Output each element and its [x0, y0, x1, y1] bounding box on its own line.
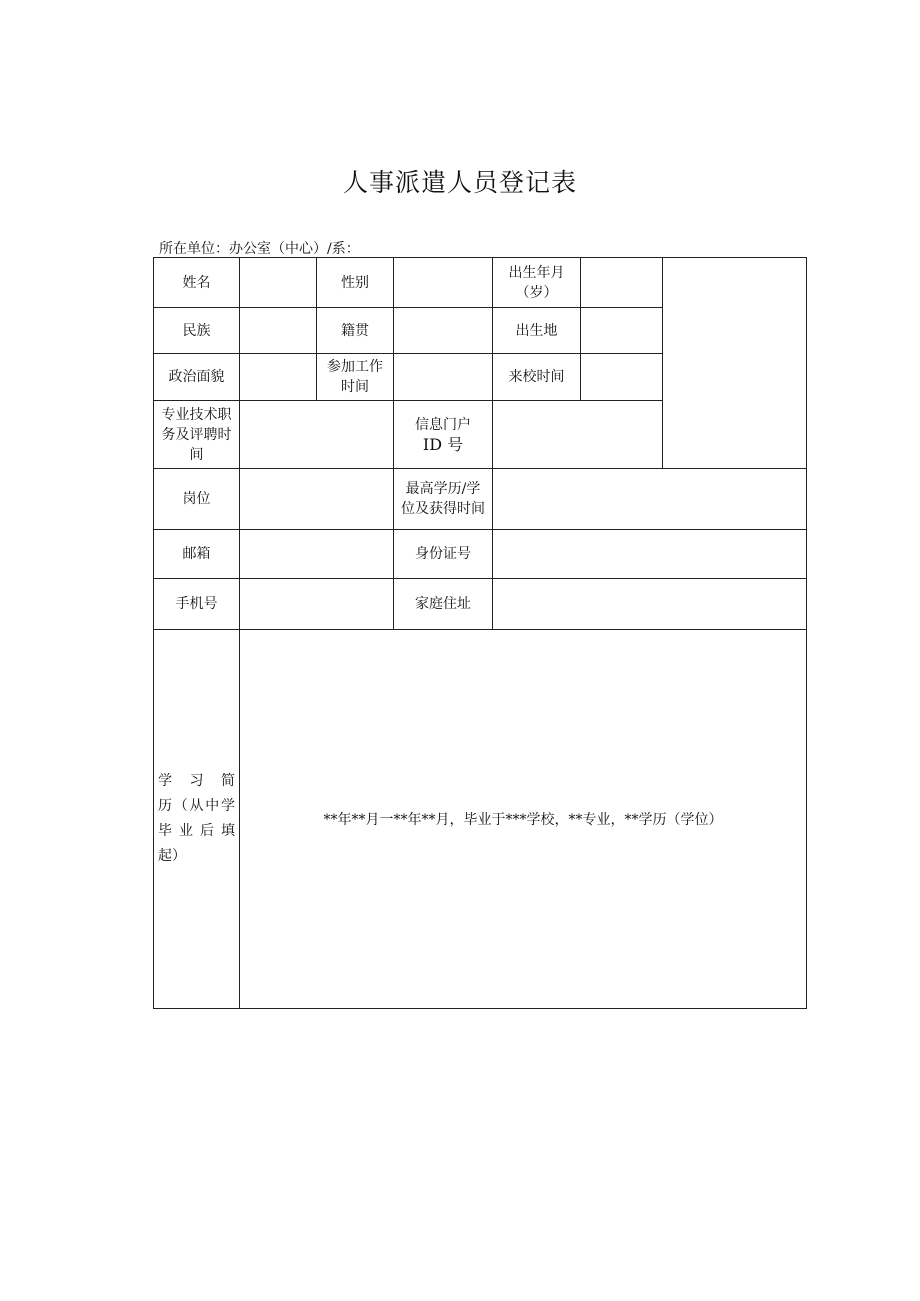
- registration-table: [153, 257, 807, 1009]
- degree-label: [394, 469, 493, 530]
- email-label: 邮箱: [154, 530, 240, 579]
- photo-area[interactable]: [663, 258, 807, 469]
- resume-line2: 历（从中学: [158, 798, 235, 814]
- table-row: [154, 258, 807, 308]
- political-field[interactable]: [240, 354, 317, 401]
- resume-line1: 学 习 简: [158, 773, 235, 789]
- address-label: 家庭住址: [394, 579, 493, 630]
- portal-id-line1: 信息门户: [415, 416, 471, 433]
- ethnicity-field[interactable]: [240, 308, 317, 354]
- portal-id-line2: ID 号: [422, 434, 464, 454]
- work-start-field[interactable]: [394, 354, 493, 401]
- unit-line: 所在单位：办公室（中心）/系：: [159, 241, 360, 257]
- birthplace-field[interactable]: [581, 308, 663, 354]
- table-row: [154, 530, 807, 579]
- birth-label: [493, 258, 581, 308]
- degree-field[interactable]: [493, 469, 807, 530]
- birth-label-line1: 出生年月: [508, 264, 565, 281]
- birthplace-label: 出生地: [493, 308, 581, 354]
- title-line3: 间: [189, 446, 204, 463]
- gender-field[interactable]: [394, 258, 493, 308]
- join-school-label: 来校时间: [493, 354, 581, 401]
- degree-line2: 位及获得时间: [401, 501, 485, 517]
- name-field[interactable]: [240, 258, 317, 308]
- title-line1: 专业技术职: [161, 406, 232, 423]
- resume-label: [154, 630, 240, 1009]
- birth-field[interactable]: [581, 258, 663, 308]
- work-start-line1: 参加工作: [327, 359, 383, 375]
- join-school-field[interactable]: [581, 354, 663, 401]
- post-label: 岗位: [154, 469, 240, 530]
- title-line2: 务及评聘时: [161, 426, 232, 443]
- name-label: 姓名: [154, 258, 240, 308]
- address-field[interactable]: [493, 579, 807, 630]
- post-field[interactable]: [240, 469, 394, 530]
- portal-id-label: [394, 401, 493, 469]
- resume-example: **年**月一**年**月，毕业于***学校，**专业，**学历（学位）: [323, 811, 723, 828]
- ethnicity-label: 民族: [154, 308, 240, 354]
- email-field[interactable]: [240, 530, 394, 579]
- table-row: [154, 469, 807, 530]
- title-field[interactable]: [240, 401, 394, 469]
- page-title: 人事派遣人员登记表: [342, 168, 577, 197]
- mobile-label: 手机号: [154, 579, 240, 630]
- gender-label: 性别: [317, 258, 394, 308]
- resume-field[interactable]: [240, 630, 807, 1009]
- mobile-field[interactable]: [240, 579, 394, 630]
- title-label: [154, 401, 240, 469]
- id-number-label: 身份证号: [394, 530, 493, 579]
- political-label: 政治面貌: [154, 354, 240, 401]
- id-number-field[interactable]: [493, 530, 807, 579]
- native-place-label: 籍贯: [317, 308, 394, 354]
- work-start-line2: 时间: [341, 379, 369, 395]
- resume-line4: 起）: [158, 848, 186, 864]
- degree-line1: 最高学历/学: [405, 481, 481, 497]
- work-start-label: [317, 354, 394, 401]
- table-row: [154, 579, 807, 630]
- table-row: [154, 630, 807, 1009]
- portal-id-field[interactable]: [493, 401, 663, 469]
- native-place-field[interactable]: [394, 308, 493, 354]
- birth-label-line2: （岁）: [515, 284, 558, 301]
- resume-line3: 毕 业 后 填: [158, 823, 235, 839]
